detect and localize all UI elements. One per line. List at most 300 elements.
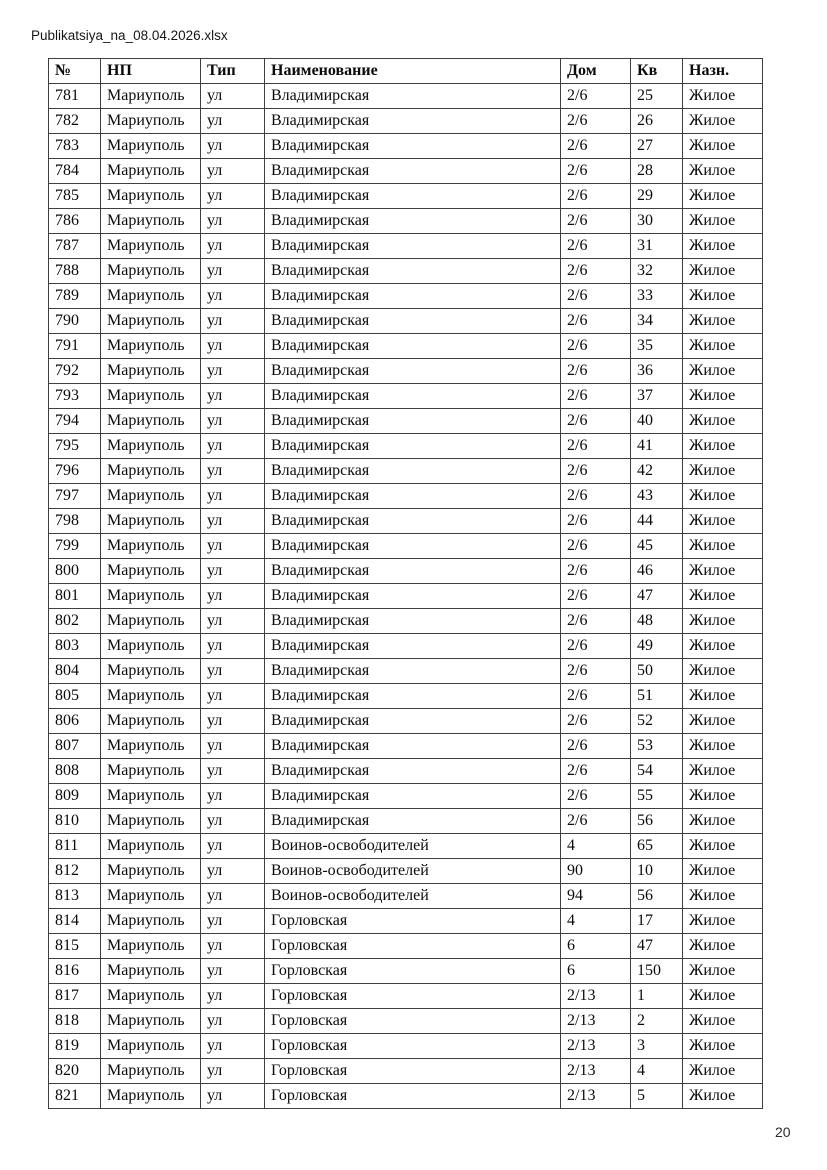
cell-type: ул bbox=[201, 434, 265, 459]
cell-type: ул bbox=[201, 1059, 265, 1084]
cell-designation: Жилое bbox=[683, 534, 763, 559]
cell-house: 2/6 bbox=[561, 509, 631, 534]
cell-type: ул bbox=[201, 109, 265, 134]
cell-number: 818 bbox=[49, 1009, 101, 1034]
cell-settlement: Мариуполь bbox=[101, 759, 201, 784]
table-row bbox=[49, 709, 763, 734]
cell-number: 781 bbox=[49, 84, 101, 109]
table-row bbox=[49, 384, 763, 409]
cell-settlement: Мариуполь bbox=[101, 634, 201, 659]
cell-settlement: Мариуполь bbox=[101, 609, 201, 634]
cell-house: 94 bbox=[561, 884, 631, 909]
cell-house: 2/13 bbox=[561, 1084, 631, 1109]
cell-house: 2/6 bbox=[561, 659, 631, 684]
cell-number: 821 bbox=[49, 1084, 101, 1109]
cell-number: 799 bbox=[49, 534, 101, 559]
cell-house: 2/6 bbox=[561, 584, 631, 609]
cell-type: ул bbox=[201, 384, 265, 409]
cell-street-name: Владимирская bbox=[265, 459, 561, 484]
cell-number: 792 bbox=[49, 359, 101, 384]
cell-settlement: Мариуполь bbox=[101, 884, 201, 909]
cell-house: 2/6 bbox=[561, 559, 631, 584]
cell-designation: Жилое bbox=[683, 984, 763, 1009]
cell-type: ул bbox=[201, 584, 265, 609]
cell-type: ул bbox=[201, 1009, 265, 1034]
cell-apartment: 33 bbox=[631, 284, 683, 309]
cell-house: 6 bbox=[561, 959, 631, 984]
cell-house: 2/6 bbox=[561, 534, 631, 559]
cell-settlement: Мариуполь bbox=[101, 709, 201, 734]
cell-apartment: 41 bbox=[631, 434, 683, 459]
cell-apartment: 30 bbox=[631, 209, 683, 234]
cell-apartment: 49 bbox=[631, 634, 683, 659]
cell-house: 2/6 bbox=[561, 259, 631, 284]
cell-number: 793 bbox=[49, 384, 101, 409]
table-row bbox=[49, 984, 763, 1009]
cell-number: 782 bbox=[49, 109, 101, 134]
cell-apartment: 54 bbox=[631, 759, 683, 784]
cell-designation: Жилое bbox=[683, 409, 763, 434]
table-row bbox=[49, 309, 763, 334]
cell-settlement: Мариуполь bbox=[101, 359, 201, 384]
cell-designation: Жилое bbox=[683, 1084, 763, 1109]
cell-settlement: Мариуполь bbox=[101, 559, 201, 584]
cell-number: 812 bbox=[49, 859, 101, 884]
table-row bbox=[49, 209, 763, 234]
cell-house: 2/6 bbox=[561, 134, 631, 159]
cell-apartment: 47 bbox=[631, 584, 683, 609]
table-row bbox=[49, 809, 763, 834]
cell-street-name: Горловская bbox=[265, 984, 561, 1009]
cell-number: 800 bbox=[49, 559, 101, 584]
cell-house: 2/6 bbox=[561, 809, 631, 834]
table-row bbox=[49, 459, 763, 484]
cell-street-name: Владимирская bbox=[265, 359, 561, 384]
cell-designation: Жилое bbox=[683, 659, 763, 684]
table-row bbox=[49, 609, 763, 634]
table-row bbox=[49, 184, 763, 209]
cell-settlement: Мариуполь bbox=[101, 684, 201, 709]
cell-house: 2/6 bbox=[561, 609, 631, 634]
cell-street-name: Горловская bbox=[265, 934, 561, 959]
cell-street-name: Владимирская bbox=[265, 259, 561, 284]
cell-number: 808 bbox=[49, 759, 101, 784]
cell-settlement: Мариуполь bbox=[101, 959, 201, 984]
cell-settlement: Мариуполь bbox=[101, 409, 201, 434]
cell-street-name: Горловская bbox=[265, 1059, 561, 1084]
cell-number: 797 bbox=[49, 484, 101, 509]
cell-house: 2/13 bbox=[561, 1034, 631, 1059]
cell-designation: Жилое bbox=[683, 509, 763, 534]
table-row bbox=[49, 359, 763, 384]
cell-settlement: Мариуполь bbox=[101, 234, 201, 259]
cell-apartment: 65 bbox=[631, 834, 683, 859]
cell-number: 798 bbox=[49, 509, 101, 534]
table-row bbox=[49, 884, 763, 909]
cell-type: ул bbox=[201, 859, 265, 884]
cell-house: 90 bbox=[561, 859, 631, 884]
cell-designation: Жилое bbox=[683, 159, 763, 184]
cell-number: 815 bbox=[49, 934, 101, 959]
cell-number: 789 bbox=[49, 284, 101, 309]
cell-type: ул bbox=[201, 959, 265, 984]
cell-type: ул bbox=[201, 284, 265, 309]
cell-settlement: Мариуполь bbox=[101, 284, 201, 309]
cell-apartment: 25 bbox=[631, 84, 683, 109]
cell-house: 2/13 bbox=[561, 1059, 631, 1084]
cell-designation: Жилое bbox=[683, 284, 763, 309]
cell-apartment: 53 bbox=[631, 734, 683, 759]
table-row bbox=[49, 584, 763, 609]
cell-settlement: Мариуполь bbox=[101, 384, 201, 409]
table-header-row bbox=[49, 59, 763, 84]
cell-type: ул bbox=[201, 734, 265, 759]
cell-apartment: 44 bbox=[631, 509, 683, 534]
table-row bbox=[49, 434, 763, 459]
cell-house: 2/6 bbox=[561, 634, 631, 659]
cell-type: ул bbox=[201, 609, 265, 634]
table-row bbox=[49, 959, 763, 984]
cell-settlement: Мариуполь bbox=[101, 134, 201, 159]
cell-apartment: 56 bbox=[631, 884, 683, 909]
cell-house: 2/6 bbox=[561, 484, 631, 509]
cell-number: 796 bbox=[49, 459, 101, 484]
table-row bbox=[49, 259, 763, 284]
cell-apartment: 36 bbox=[631, 359, 683, 384]
table-row bbox=[49, 859, 763, 884]
cell-number: 813 bbox=[49, 884, 101, 909]
cell-street-name: Владимирская bbox=[265, 784, 561, 809]
cell-designation: Жилое bbox=[683, 809, 763, 834]
cell-street-name: Владимирская bbox=[265, 234, 561, 259]
cell-designation: Жилое bbox=[683, 959, 763, 984]
cell-apartment: 1 bbox=[631, 984, 683, 1009]
table-row bbox=[49, 1084, 763, 1109]
table-row bbox=[49, 409, 763, 434]
cell-number: 788 bbox=[49, 259, 101, 284]
cell-designation: Жилое bbox=[683, 884, 763, 909]
cell-apartment: 51 bbox=[631, 684, 683, 709]
cell-type: ул bbox=[201, 159, 265, 184]
cell-street-name: Владимирская bbox=[265, 809, 561, 834]
table-row bbox=[49, 1034, 763, 1059]
cell-apartment: 47 bbox=[631, 934, 683, 959]
table-row bbox=[49, 759, 763, 784]
cell-designation: Жилое bbox=[683, 684, 763, 709]
table-row bbox=[49, 109, 763, 134]
cell-house: 2/6 bbox=[561, 759, 631, 784]
cell-settlement: Мариуполь bbox=[101, 984, 201, 1009]
cell-apartment: 56 bbox=[631, 809, 683, 834]
cell-number: 803 bbox=[49, 634, 101, 659]
cell-number: 820 bbox=[49, 1059, 101, 1084]
cell-settlement: Мариуполь bbox=[101, 809, 201, 834]
cell-type: ул bbox=[201, 509, 265, 534]
cell-type: ул bbox=[201, 909, 265, 934]
cell-house: 2/6 bbox=[561, 159, 631, 184]
table-row bbox=[49, 284, 763, 309]
cell-designation: Жилое bbox=[683, 384, 763, 409]
cell-number: 785 bbox=[49, 184, 101, 209]
cell-street-name: Горловская bbox=[265, 1034, 561, 1059]
cell-apartment: 10 bbox=[631, 859, 683, 884]
cell-street-name: Владимирская bbox=[265, 434, 561, 459]
column-header-settlement: НП bbox=[101, 59, 201, 84]
cell-street-name: Владимирская bbox=[265, 309, 561, 334]
table-row bbox=[49, 1009, 763, 1034]
cell-street-name: Владимирская bbox=[265, 284, 561, 309]
cell-street-name: Владимирская bbox=[265, 759, 561, 784]
cell-apartment: 27 bbox=[631, 134, 683, 159]
cell-settlement: Мариуполь bbox=[101, 309, 201, 334]
cell-type: ул bbox=[201, 1084, 265, 1109]
cell-street-name: Воинов-освободителей bbox=[265, 834, 561, 859]
cell-designation: Жилое bbox=[683, 709, 763, 734]
cell-type: ул bbox=[201, 684, 265, 709]
cell-apartment: 35 bbox=[631, 334, 683, 359]
cell-house: 4 bbox=[561, 834, 631, 859]
cell-apartment: 32 bbox=[631, 259, 683, 284]
cell-designation: Жилое bbox=[683, 134, 763, 159]
cell-type: ул bbox=[201, 484, 265, 509]
table-row bbox=[49, 659, 763, 684]
cell-house: 4 bbox=[561, 909, 631, 934]
cell-house: 2/6 bbox=[561, 409, 631, 434]
cell-settlement: Мариуполь bbox=[101, 1009, 201, 1034]
cell-settlement: Мариуполь bbox=[101, 259, 201, 284]
cell-designation: Жилое bbox=[683, 609, 763, 634]
cell-house: 2/6 bbox=[561, 734, 631, 759]
table-row bbox=[49, 484, 763, 509]
cell-designation: Жилое bbox=[683, 1059, 763, 1084]
cell-type: ул bbox=[201, 134, 265, 159]
cell-number: 802 bbox=[49, 609, 101, 634]
page-number: 20 bbox=[775, 1124, 791, 1140]
table-row bbox=[49, 334, 763, 359]
cell-designation: Жилое bbox=[683, 634, 763, 659]
cell-apartment: 42 bbox=[631, 459, 683, 484]
cell-street-name: Владимирская bbox=[265, 109, 561, 134]
cell-street-name: Владимирская bbox=[265, 209, 561, 234]
cell-apartment: 34 bbox=[631, 309, 683, 334]
cell-house: 2/6 bbox=[561, 384, 631, 409]
cell-street-name: Владимирская bbox=[265, 734, 561, 759]
cell-settlement: Мариуполь bbox=[101, 434, 201, 459]
cell-designation: Жилое bbox=[683, 734, 763, 759]
cell-house: 2/6 bbox=[561, 234, 631, 259]
cell-settlement: Мариуполь bbox=[101, 834, 201, 859]
cell-type: ул bbox=[201, 634, 265, 659]
cell-street-name: Владимирская bbox=[265, 584, 561, 609]
cell-apartment: 37 bbox=[631, 384, 683, 409]
cell-number: 809 bbox=[49, 784, 101, 809]
cell-type: ул bbox=[201, 759, 265, 784]
cell-street-name: Владимирская bbox=[265, 409, 561, 434]
cell-type: ул bbox=[201, 209, 265, 234]
cell-designation: Жилое bbox=[683, 109, 763, 134]
column-header-house: Дом bbox=[561, 59, 631, 84]
cell-designation: Жилое bbox=[683, 834, 763, 859]
cell-number: 801 bbox=[49, 584, 101, 609]
cell-settlement: Мариуполь bbox=[101, 859, 201, 884]
cell-designation: Жилое bbox=[683, 84, 763, 109]
cell-street-name: Владимирская bbox=[265, 84, 561, 109]
cell-apartment: 3 bbox=[631, 1034, 683, 1059]
cell-number: 794 bbox=[49, 409, 101, 434]
cell-number: 817 bbox=[49, 984, 101, 1009]
cell-type: ул bbox=[201, 1034, 265, 1059]
cell-designation: Жилое bbox=[683, 1034, 763, 1059]
cell-house: 2/6 bbox=[561, 709, 631, 734]
cell-number: 790 bbox=[49, 309, 101, 334]
cell-number: 784 bbox=[49, 159, 101, 184]
table-row bbox=[49, 634, 763, 659]
cell-house: 2/6 bbox=[561, 284, 631, 309]
cell-number: 810 bbox=[49, 809, 101, 834]
cell-settlement: Мариуполь bbox=[101, 184, 201, 209]
table-row bbox=[49, 909, 763, 934]
cell-street-name: Владимирская bbox=[265, 559, 561, 584]
cell-number: 814 bbox=[49, 909, 101, 934]
table-row bbox=[49, 734, 763, 759]
cell-street-name: Владимирская bbox=[265, 334, 561, 359]
cell-designation: Жилое bbox=[683, 784, 763, 809]
cell-designation: Жилое bbox=[683, 459, 763, 484]
cell-settlement: Мариуполь bbox=[101, 459, 201, 484]
cell-number: 783 bbox=[49, 134, 101, 159]
cell-number: 804 bbox=[49, 659, 101, 684]
cell-apartment: 46 bbox=[631, 559, 683, 584]
cell-designation: Жилое bbox=[683, 759, 763, 784]
cell-designation: Жилое bbox=[683, 1009, 763, 1034]
cell-number: 795 bbox=[49, 434, 101, 459]
cell-type: ул bbox=[201, 359, 265, 384]
cell-type: ул bbox=[201, 659, 265, 684]
cell-house: 6 bbox=[561, 934, 631, 959]
cell-designation: Жилое bbox=[683, 909, 763, 934]
column-header-number: № bbox=[49, 59, 101, 84]
table-row bbox=[49, 684, 763, 709]
table-row bbox=[49, 784, 763, 809]
cell-street-name: Владимирская bbox=[265, 134, 561, 159]
cell-house: 2/6 bbox=[561, 684, 631, 709]
cell-type: ул bbox=[201, 309, 265, 334]
table-row bbox=[49, 834, 763, 859]
document-title: Publikatsiya_na_08.04.2026.xlsx bbox=[31, 28, 228, 43]
cell-apartment: 52 bbox=[631, 709, 683, 734]
cell-number: 807 bbox=[49, 734, 101, 759]
cell-apartment: 4 bbox=[631, 1059, 683, 1084]
cell-type: ул bbox=[201, 984, 265, 1009]
cell-type: ул bbox=[201, 234, 265, 259]
cell-number: 806 bbox=[49, 709, 101, 734]
cell-type: ул bbox=[201, 834, 265, 859]
table-row bbox=[49, 134, 763, 159]
cell-designation: Жилое bbox=[683, 234, 763, 259]
column-header-street-name: Наименование bbox=[265, 59, 561, 84]
cell-apartment: 43 bbox=[631, 484, 683, 509]
address-table bbox=[48, 58, 763, 1109]
cell-apartment: 50 bbox=[631, 659, 683, 684]
cell-designation: Жилое bbox=[683, 334, 763, 359]
cell-type: ул bbox=[201, 459, 265, 484]
cell-designation: Жилое bbox=[683, 859, 763, 884]
cell-settlement: Мариуполь bbox=[101, 334, 201, 359]
cell-designation: Жилое bbox=[683, 184, 763, 209]
cell-type: ул bbox=[201, 84, 265, 109]
cell-house: 2/6 bbox=[561, 109, 631, 134]
table-body bbox=[49, 84, 763, 1109]
cell-type: ул bbox=[201, 934, 265, 959]
cell-street-name: Воинов-освободителей bbox=[265, 859, 561, 884]
cell-settlement: Мариуполь bbox=[101, 584, 201, 609]
cell-number: 787 bbox=[49, 234, 101, 259]
cell-designation: Жилое bbox=[683, 259, 763, 284]
cell-street-name: Горловская bbox=[265, 909, 561, 934]
cell-designation: Жилое bbox=[683, 359, 763, 384]
table-row bbox=[49, 234, 763, 259]
cell-designation: Жилое bbox=[683, 484, 763, 509]
cell-street-name: Владимирская bbox=[265, 609, 561, 634]
cell-street-name: Владимирская bbox=[265, 509, 561, 534]
cell-number: 819 bbox=[49, 1034, 101, 1059]
cell-settlement: Мариуполь bbox=[101, 934, 201, 959]
cell-street-name: Владимирская bbox=[265, 184, 561, 209]
cell-settlement: Мариуполь bbox=[101, 1059, 201, 1084]
table-row bbox=[49, 159, 763, 184]
cell-settlement: Мариуполь bbox=[101, 484, 201, 509]
cell-street-name: Воинов-освободителей bbox=[265, 884, 561, 909]
cell-street-name: Владимирская bbox=[265, 634, 561, 659]
cell-house: 2/13 bbox=[561, 1009, 631, 1034]
cell-street-name: Горловская bbox=[265, 1084, 561, 1109]
cell-apartment: 26 bbox=[631, 109, 683, 134]
cell-settlement: Мариуполь bbox=[101, 84, 201, 109]
cell-street-name: Владимирская bbox=[265, 534, 561, 559]
table-row bbox=[49, 534, 763, 559]
cell-type: ул bbox=[201, 559, 265, 584]
cell-street-name: Владимирская bbox=[265, 484, 561, 509]
cell-type: ул bbox=[201, 534, 265, 559]
cell-apartment: 28 bbox=[631, 159, 683, 184]
cell-number: 805 bbox=[49, 684, 101, 709]
cell-apartment: 29 bbox=[631, 184, 683, 209]
cell-type: ул bbox=[201, 409, 265, 434]
cell-street-name: Владимирская bbox=[265, 384, 561, 409]
cell-house: 2/6 bbox=[561, 434, 631, 459]
cell-house: 2/6 bbox=[561, 459, 631, 484]
cell-type: ул bbox=[201, 809, 265, 834]
cell-street-name: Горловская bbox=[265, 959, 561, 984]
cell-apartment: 31 bbox=[631, 234, 683, 259]
table-row bbox=[49, 509, 763, 534]
cell-settlement: Мариуполь bbox=[101, 909, 201, 934]
cell-apartment: 45 bbox=[631, 534, 683, 559]
cell-house: 2/6 bbox=[561, 309, 631, 334]
cell-house: 2/6 bbox=[561, 84, 631, 109]
cell-type: ул bbox=[201, 334, 265, 359]
cell-house: 2/6 bbox=[561, 184, 631, 209]
cell-designation: Жилое bbox=[683, 934, 763, 959]
cell-house: 2/6 bbox=[561, 334, 631, 359]
column-header-designation: Назн. bbox=[683, 59, 763, 84]
cell-type: ул bbox=[201, 184, 265, 209]
cell-apartment: 2 bbox=[631, 1009, 683, 1034]
cell-street-name: Владимирская bbox=[265, 659, 561, 684]
cell-settlement: Мариуполь bbox=[101, 509, 201, 534]
cell-designation: Жилое bbox=[683, 209, 763, 234]
cell-house: 2/6 bbox=[561, 209, 631, 234]
